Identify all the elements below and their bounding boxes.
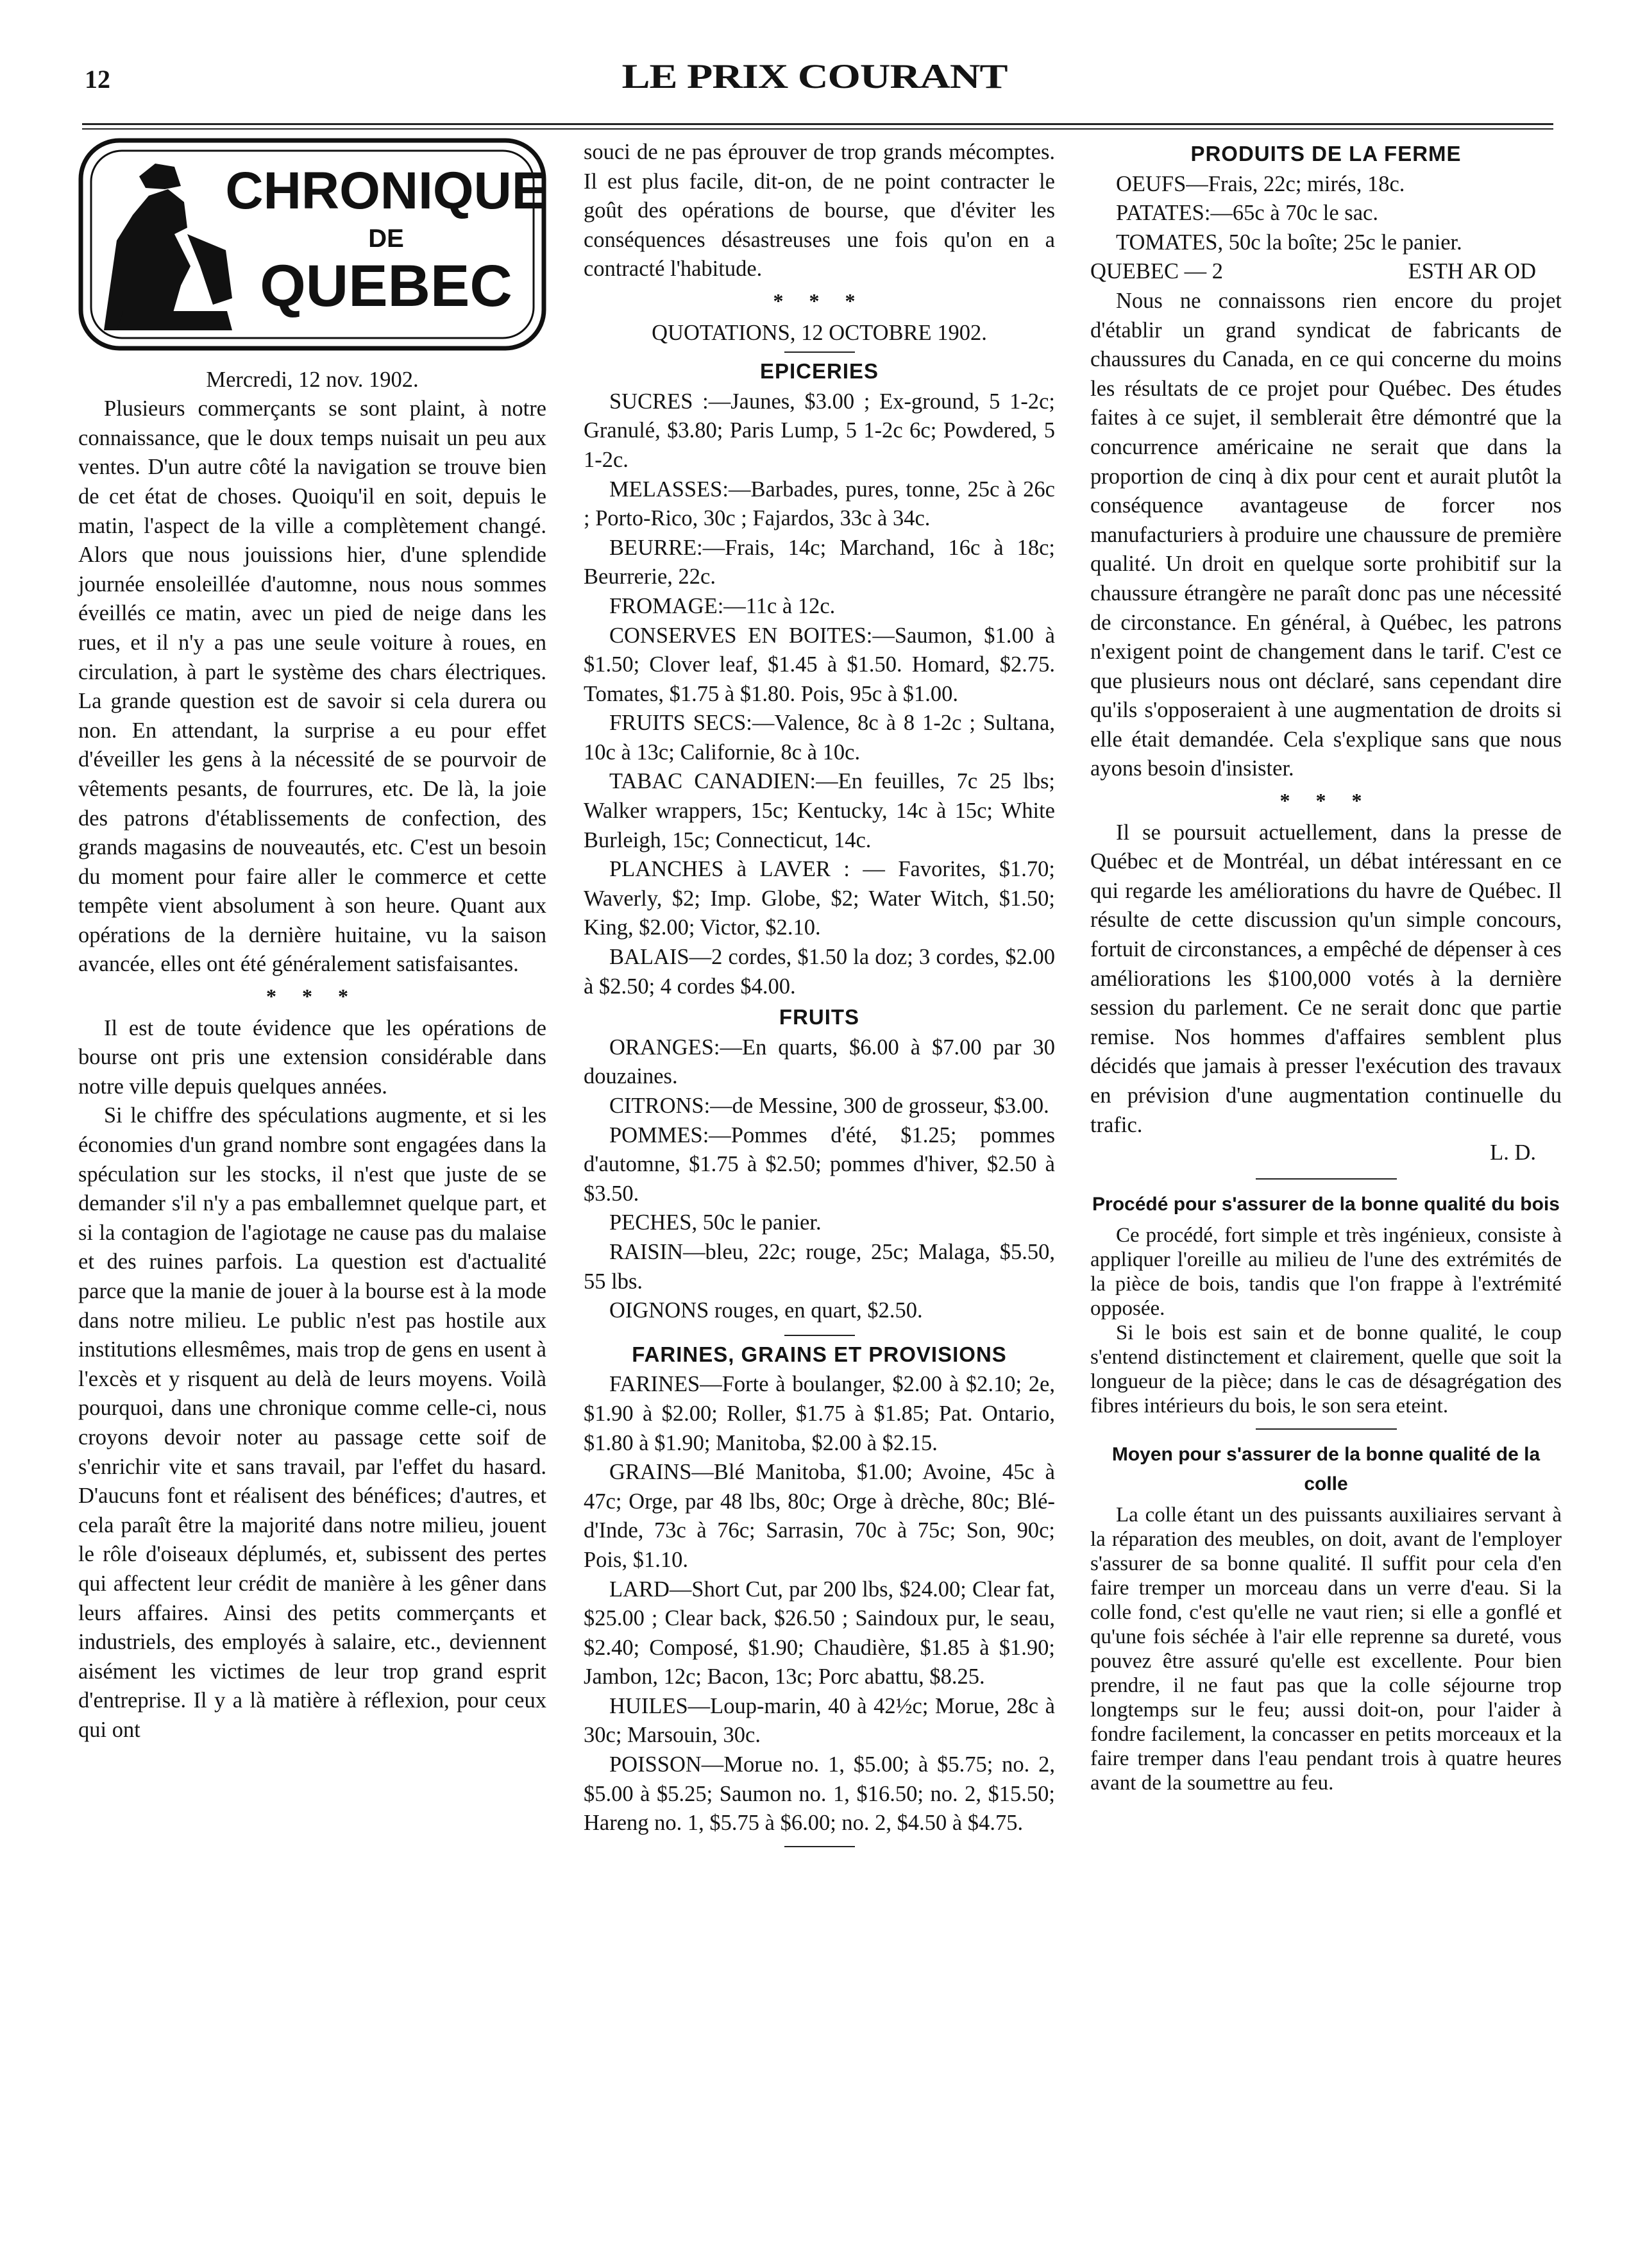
procede-paragraph-1: Ce procédé, fort simple et très ingénieux, consiste à appliquer l'oreille au milieu de l'une des extrémités de la pièce de bois, tandis que l'on frappe à l'extrémité opposée. bbox=[1090, 1223, 1562, 1320]
section-stars: * * * bbox=[773, 289, 866, 312]
masthead-rule-thin bbox=[82, 128, 1553, 130]
price-entry: PATATES:—65c à 70c le sac. bbox=[1116, 201, 1378, 226]
logo-line2: DE bbox=[368, 224, 404, 253]
price-entry: HUILES—Loup-marin, 40 à 42½c; Morue, 28c à 30c; Marsouin, 30c. bbox=[584, 1693, 1055, 1748]
chronique-paragraph-3: Si le chiffre des spéculations augmente, et si les économies d'un grand nombre sont engagées dans la spéculation sur les stocks, il n'est que juste de se demander s'il n'y a pas emballemnet quelque part, et si la contagion de l'agiotage ne cause pas du malaise et des ruines parfois. La question est d'actualité parce que la manie de jouer à la bourse est à la mode dans notre milieu. Le public n'est pas hostile aux institutions ellesmêmes, mais trop de gens en usent à l'excès et y risquent au delà de leurs moyens. Voilà pourquoi, dans une chronique comme celle-ci, nous croyons devoir noter au passage cette soif de s'enrichir vite et sans travail, par l'effet du hasard. D'aucuns font et réalisent des bénéfices; d'autres, et cela paraît être la majorité dans notre milieu, jouent le rôle d'oiseaux déplumés, et, subissent des pertes qui affectent leur crédit de manière à les gêner dans leurs affaires. Ainsi des petits commerçants et industriels, des employés à salaire, etc., deviennent aisément les victimes de leur trop grand esprit d'entreprise. Il y a là matière à réflexion, pour ceux qui ont bbox=[78, 1103, 546, 1742]
procede-body bbox=[1090, 1223, 1562, 1418]
epiceries-heading: EPICERIES bbox=[759, 359, 879, 384]
divider bbox=[784, 1335, 855, 1336]
column3-paragraph-1: Nous ne connaissons rien encore du projet d'établir un grand syndicat de fabricants de chaussures du Canada, en ce qui concerne du moins les résultats de ce projet pour Québec. Des études faites à ce sujet, il semblerait être démontré que la concurrence américaine ne serait que dans la proportion de cinq à dix pour cent et aurait plutôt la conséquence avantageuse de forcer nos manufacturiers à produire une chaussure de première qualité. Un droit en quelque sorte prohibitif sur la chaussure étrangère ne paraît donc pas une nécessité de circonstance. En général, à Québec, les patrons n'exigent point de changement dans le tarif. C'est ce que plusieurs nous ont déclaré, sans cependant dire qu'ils s'opposeraient à une augmentation de droits si elle était demandée. Cela s'explique sans que nous ayons besoin d'insister. bbox=[1090, 288, 1562, 781]
price-entry: TOMATES, 50c la boîte; 25c le panier. bbox=[1116, 230, 1462, 255]
column-2 bbox=[584, 138, 1055, 1851]
signoff-left: QUEBEC — 2 bbox=[1090, 259, 1223, 284]
procede-heading: Procédé pour s'assurer de la bonne qualité du bois bbox=[1092, 1193, 1560, 1215]
price-entry: SUCRES :—Jaunes, $3.00 ; Ex-ground, 5 1-2c; Granulé, $3.80; Paris Lump, 5 1-2c 6c; Powdered, 5 1-2c. bbox=[584, 389, 1055, 472]
price-entry: BALAIS—2 cordes, $1.50 la doz; 3 cordes, $2.00 à $2.50; 4 cordes $4.00. bbox=[584, 945, 1055, 999]
chronique-date: Mercredi, 12 nov. 1902. bbox=[206, 367, 419, 392]
price-entry: OEUFS—Frais, 22c; mirés, 18c. bbox=[1116, 171, 1405, 196]
price-entry: OIGNONS rouges, en quart, $2.50. bbox=[609, 1298, 923, 1323]
moyen-heading: Moyen pour s'assurer de la bonne qualité de la colle bbox=[1111, 1443, 1540, 1494]
masthead-rule bbox=[82, 123, 1553, 125]
column3-paragraph-2: Il se poursuit actuellement, dans la presse de Québec et de Montréal, un débat intéressant en ce qui regarde les améliorations du havre de Québec. Il résulte de cette discussion qu'un simple concours, fortuit de circonstances, a empêché de dépenser à ces améliorations les $100,000 votés à la dernière session du parlement. Ce ne serait donc que partie remise. Nos hommes d'affaires semblent plus décidés que jamais à presser l'exécution des travaux en prévision d'une augmentation continuelle du trafic. bbox=[1090, 820, 1562, 1137]
masthead: LE PRIX COURANT bbox=[621, 57, 1008, 96]
divider bbox=[1256, 1178, 1397, 1180]
chronique-paragraph-2: Il est de toute évidence que les opérations de bourse ont pris une extension considérable dans notre ville depuis quelques années. bbox=[78, 1015, 546, 1099]
moyen-body bbox=[1090, 1503, 1562, 1795]
price-entry: LARD—Short Cut, par 200 lbs, $24.00; Clear fat, $25.00 ; Clear back, $26.50 ; Saindoux pur, le seau, $2.40; Composé, $1.90; Chaudière, $1.85 à $1.90; Jambon, 12c; Bacon, 13c; Porc abattu, $8.25. bbox=[584, 1577, 1055, 1689]
produits-heading: PRODUITS DE LA FERME bbox=[1190, 142, 1462, 165]
chronique-paragraph-1: Plusieurs commerçants se sont plaint, à notre connaissance, que le doux temps nuisait un peu aux ventes. D'un autre côté la navigation se trouve bien de cet état de choses. Quoiqu'il en soit, depuis le matin, l'aspect de la ville a complètement changé. Alors que nous jouissions hier, d'une splendide journée ensoleillée d'automne, nous nous sommes éveillés ce matin, avec un pied de neige dans les rues, et il n'y a pas une seule voiture à roues, en circulation, à part le système des chars électriques. La grande question est de savoir si cela durera ou non. En attendant, la surprise a eu pour effet d'éveiller les gens à la nécessité de se pourvoir de vêtements pesants, de fourrures, etc. De là, la joie des patrons d'établissements de confection, des grands magasins de nouveautés, etc. C'est un besoin du moment pour faire aller le commerce et cette tempête vient absolument à son heure. Quant aux opérations de la dernière huitaine, vu la saison avancée, elles ont été généralement satisfaisantes. bbox=[78, 396, 546, 977]
logo-line3: QUEBEC bbox=[260, 253, 512, 319]
signoff bbox=[1090, 257, 1562, 287]
price-entry: BEURRE:—Frais, 14c; Marchand, 16c à 18c; Beurrerie, 22c. bbox=[584, 535, 1055, 589]
section-stars: * * * bbox=[266, 985, 359, 1008]
moyen-paragraph-1: La colle étant un des puissants auxiliaires servant à la réparation des meubles, on doit, avant de l'employer s'assurer de sa bonne qualité. Il suffit pour cela d'en faire tremper un morceau dans un verre d'eau. Si la colle fond, c'est qu'elle ne vaut rien; si elle a gonflé et qu'une fois séchée à l'air elle reprenne sa dureté, vous pouvez être assuré qu'elle est excellente. Pour bien prendre, il ne faut pas que la colle séjourne trop longtemps sur le feu; aussi doit-on, pour l'aider à fondre facilement, la concasser en petits morceaux et la faire tremper dans l'eau pendant trois à quatre heures avant de la soumettre au feu. bbox=[1090, 1503, 1562, 1795]
price-entry: FROMAGE:—11c à 12c. bbox=[609, 593, 836, 618]
price-entry: FRUITS SECS:—Valence, 8c à 8 1-2c ; Sultana, 10c à 13c; Californie, 8c à 10c. bbox=[584, 711, 1055, 765]
column-3 bbox=[1090, 138, 1562, 1795]
section-stars: * * * bbox=[1279, 789, 1372, 813]
price-entry: MELASSES:—Barbades, pures, tonne, 25c à 26c ; Porto-Rico, 30c ; Fajardos, 33c à 34c. bbox=[584, 477, 1055, 531]
price-entry: CONSERVES EN BOITES:—Saumon, $1.00 à $1.50; Clover leaf, $1.45 à $1.50. Homard, $2.75. Tomates, $1.75 à $1.80. Pois, 95c à $1.00. bbox=[584, 623, 1055, 706]
price-entry: POMMES:—Pommes d'été, $1.25; pommes d'automne, $1.75 à $2.50; pommes d'hiver, $2.50 à $3.50. bbox=[584, 1122, 1055, 1206]
chronique-logo bbox=[78, 138, 546, 351]
signoff-right: ESTH AR OD bbox=[1408, 259, 1536, 284]
price-entry: TABAC CANADIEN:—En feuilles, 7c 25 lbs; Walker wrappers, 15c; Kentucky, 14c à 15c; White Burleigh, 15c; Connecticut, 14c. bbox=[584, 769, 1055, 852]
signature: L. D. bbox=[1490, 1140, 1536, 1165]
price-entry: PLANCHES à LAVER : — Favorites, $1.70; Waverly, $2; Imp. Globe, $2; Water Witch, $1.50; King, $2.00; Victor, $2.10. bbox=[584, 857, 1055, 940]
price-entry: POISSON—Morue no. 1, $5.00; à $5.75; no. 2, $5.00 à $5.25; Saumon no. 1, $16.50; no. 2, $15.50; Hareng no. 1, $5.75 à $6.00; no. 2, $4.50 à $4.75. bbox=[584, 1752, 1055, 1836]
price-entry: PECHES, 50c le panier. bbox=[609, 1210, 822, 1235]
page-number: 12 bbox=[85, 65, 110, 94]
logo-line1: CHRONIQUE bbox=[225, 162, 546, 220]
divider bbox=[784, 351, 855, 353]
price-entry: CITRONS:—de Messine, 300 de grosseur, $3.00. bbox=[609, 1094, 1049, 1118]
farines-heading: FARINES, GRAINS ET PROVISIONS bbox=[632, 1342, 1007, 1366]
price-entry: GRAINS—Blé Manitoba, $1.00; Avoine, 45c à 47c; Orge, par 48 lbs, 80c; Orge à drèche, 80c; Blé-d'Inde, 73c à 76c; Sarrasin, 70c à 75c; Son, 90c; Pois, $1.10. bbox=[584, 1460, 1055, 1572]
quotations-title: QUOTATIONS, 12 OCTOBRE 1902. bbox=[652, 320, 987, 345]
price-entry: ORANGES:—En quarts, $6.00 à $7.00 par 30 douzaines. bbox=[584, 1035, 1055, 1089]
logo-figure-icon bbox=[104, 164, 232, 330]
price-entry: FARINES—Forte à boulanger, $2.00 à $2.10; 2e, $1.90 à $2.00; Roller, $1.75 à $1.85; Pat. Ontario, $1.80 à $1.90; Manitoba, $2.00 à $2.15. bbox=[584, 1372, 1055, 1455]
procede-paragraph-2: Si le bois est sain et de bonne qualité, le coup s'entend distinctement et clairement, quelle que soit la longueur de la pièce; dans le cas de désagrégation des fibres intérieurs du bois, le son sera eteint. bbox=[1090, 1321, 1562, 1418]
column-1 bbox=[78, 138, 546, 1745]
fruits-heading: FRUITS bbox=[779, 1005, 860, 1029]
divider bbox=[1256, 1428, 1397, 1430]
chronique-continued: souci de ne pas éprouver de trop grands mécomptes. Il est plus facile, dit-on, de ne point contracter le goût des opérations de bourse, que d'éviter les conséquences désastreuses une fois qu'on en a contracté l'habitude. bbox=[584, 140, 1055, 282]
price-entry: RAISIN—bleu, 22c; rouge, 25c; Malaga, $5.50, 55 lbs. bbox=[584, 1239, 1055, 1294]
divider bbox=[784, 1846, 855, 1847]
